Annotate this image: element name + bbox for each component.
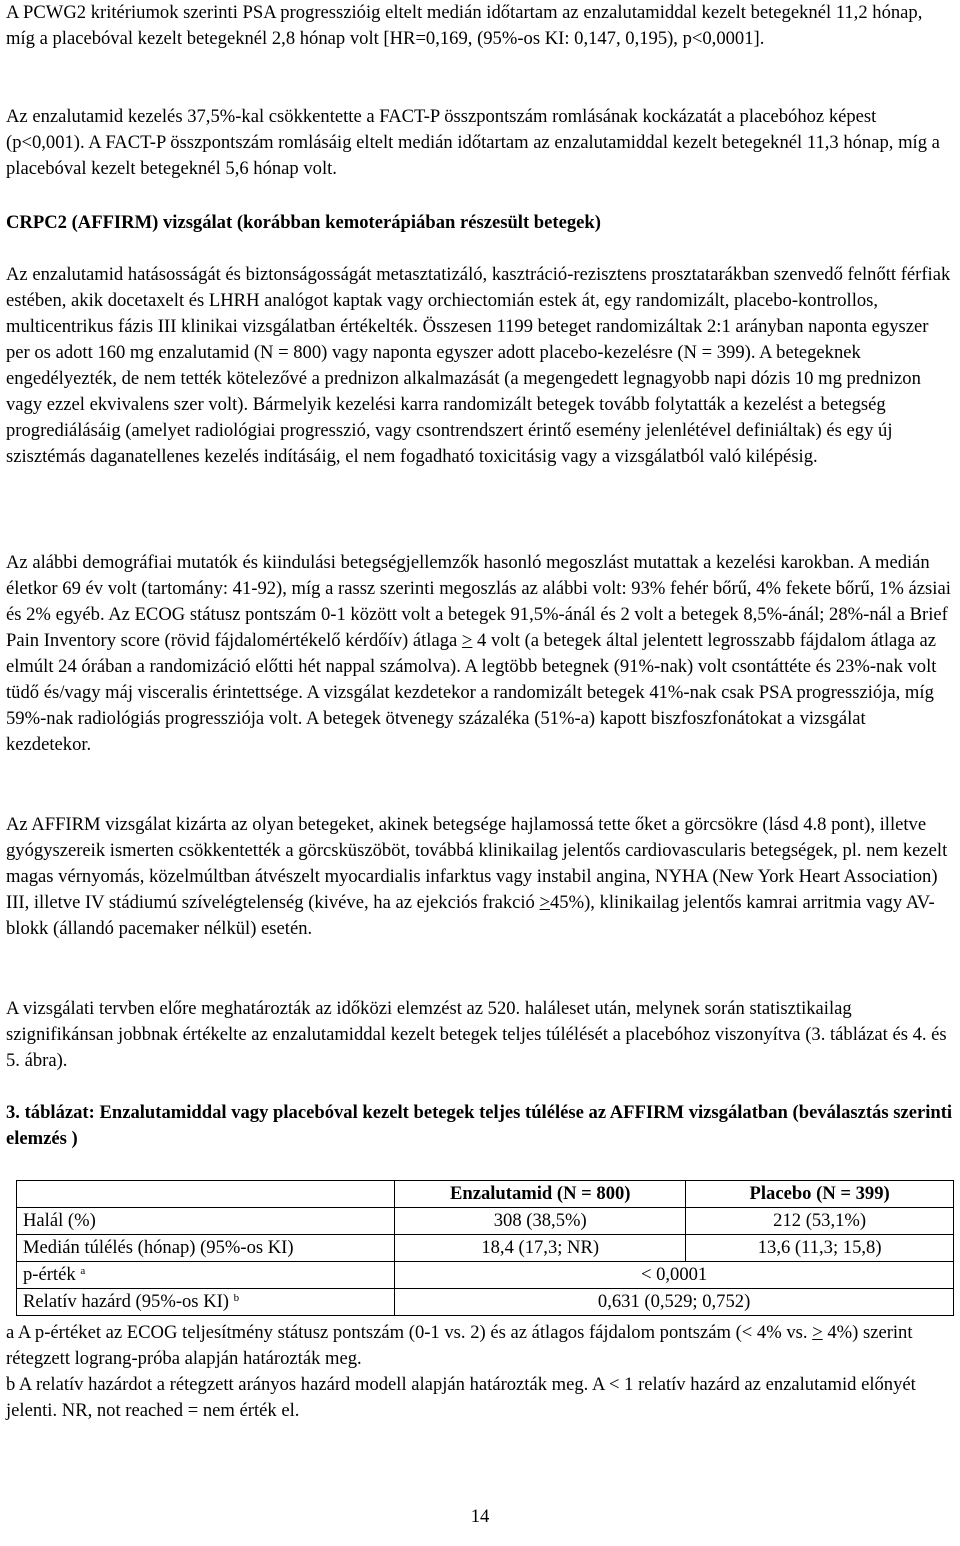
page-number: 14	[470, 1506, 490, 1527]
table-row-label: Halál (%)	[17, 1208, 395, 1235]
table-row-pvalue	[17, 1262, 954, 1289]
table-footnotes	[6, 1320, 954, 1424]
survival-table-wrapper	[16, 1180, 954, 1316]
footnote-marker-b: b	[233, 1292, 240, 1304]
table-row-label: Medián túlélés (hónap) (95%-os KI)	[17, 1235, 395, 1262]
exclusions-text-2: 45%), klinikailag jelentős kamrai arritmia vagy AV-blokk (állandó pacemaker nélkül) esetén.	[6, 892, 935, 939]
paragraph-demographics	[6, 550, 954, 758]
table-row-hazard-ratio	[17, 1289, 954, 1316]
paragraph-exclusions	[6, 812, 954, 942]
survival-table	[16, 1180, 954, 1316]
footnote-marker-a: a	[80, 1265, 86, 1277]
footnote-a-text-1: a A p-értéket az ECOG teljesítmény státusz pontszám (0-1 vs. 2) és az átlagos fájdalom pontszám (< 4% vs.	[6, 1322, 813, 1343]
table-row-label	[17, 1289, 395, 1316]
pvalue-label: p-érték	[23, 1264, 76, 1285]
paragraph-interim-analysis: A vizsgálati tervben előre meghatározták az időközi elemzést az 520. haláleset után, melynek során statisztikailag szignifikánsan jobbnak értékelte az enzalutamiddal kezelt betegek teljes túlélését a placebóhoz viszonyítva (3. táblázat és 4. és 5. ábra).	[6, 998, 947, 1071]
demographics-text-2: 4 volt (a betegek által jelentett legrosszabb fájdalom átlaga az elmúlt 24 órában a randomizáció előtti hét nappal számolva). A legtöbb betegnek (91%-nak) volt csontáttéte és 23%-nak volt tüdő és/vagy máj visceralis érintettsége. A vizsgálat kezdetekor a randomizált betegek 41%-nak csak PSA progressziója, míg 59%-nak radiológiás progressziója volt. A betegek ötvenegy százaléka (51%-a) kapott biszfoszfonátokat a vizsgálat kezdetekor.	[6, 630, 937, 755]
footnote-a-text-2: 4%) szerint rétegzett lograng-próba alapján határozták meg.	[6, 1322, 913, 1369]
table-cell-placebo: 212 (53,1%)	[686, 1208, 954, 1235]
table-cell-enzalutamide: 18,4 (17,3; NR)	[395, 1235, 686, 1262]
table-header-placebo: Placebo (N = 399)	[686, 1181, 954, 1208]
paragraph-study-design: Az enzalutamid hatásosságát és biztonságosságát metasztatizáló, kasztráció-rezisztens prosztatarákban szenvedő felnőtt férfiak estében, akik docetaxelt és LHRH analógot kaptak vagy orchiectomián estek át, egy randomizált, placebo-kontrollos, multicentrikus fázis III klinikai vizsgálatban értékelték. Összesen 1199 beteget randomizáltak 2:1 arányban naponta egyszer per os adott 160 mg enzalutamid (N = 800) vagy naponta egyszer adott placebo-kezelésre (N = 399). A betegeknek engedélyezték, de nem tették kötelezővé a prednizon alkalmazását (a megengedett legnagyobb napi dózis 10 mg prednizon vagy ezzel ekvivalens szer volt). Bármelyik kezelési karra randomizált betegek tovább folytatták a kezelést a betegség progrediálásáig (amelyet radiológiai progresszió, vagy csontrendszert érintő esemény jelenlétével definiáltak) és egy új szisztémás daganatellenes kezelés indításáig, el nem fogadható toxicitásig vagy a vizsgálatból való kilépésig.	[6, 264, 951, 467]
ge-symbol: >	[461, 630, 473, 651]
table-cell-placebo: 13,6 (11,3; 15,8)	[686, 1235, 954, 1262]
ge-symbol: >	[812, 1322, 823, 1343]
table-row-label	[17, 1262, 395, 1289]
table-caption: 3. táblázat: Enzalutamiddal vagy placebóval kezelt betegek teljes túlélése az AFFIRM vizsgálatban (beválasztás szerinti elemzés )	[6, 1102, 953, 1149]
demographics-text-1: Az alábbi demográfiai mutatók és kiindulási betegségjellemzők hasonló megoszlást mutattak a kezelési karokban. A medián életkor 69 év volt (tartomány: 41-92), míg a rassz szerinti megoszlás az alábbi volt: 93% fehér bőrű, 4% fekete bőrű, 1% ázsiai és 2% egyéb. Az ECOG státusz pontszám 0-1 között volt a betegek 91,5%-ánál és 2 volt a betegek 8,5%-ánál; 28%-nál a Brief Pain Inventory score (rövid fájdalomértékelő kérdőív) átlaga	[6, 552, 951, 651]
footnote-a	[6, 1320, 954, 1372]
ge-symbol: >	[539, 892, 550, 913]
table-cell-hazard-ratio: 0,631 (0,529; 0,752)	[395, 1289, 954, 1316]
paragraph-fact-p: Az enzalutamid kezelés 37,5%-kal csökkentette a FACT-P összpontszám romlásának kockázatát a placebóhoz képest (p<0,001). A FACT-P összpontszám romlásáig eltelt medián időtartam az enzalutamiddal kezelt betegeknél 11,3 hónap, míg a placebóval kezelt betegeknél 5,6 hónap volt.	[6, 106, 940, 179]
table-header-row	[17, 1181, 954, 1208]
hr-label: Relatív hazárd (95%-os KI)	[23, 1291, 230, 1312]
table-cell-enzalutamide: 308 (38,5%)	[395, 1208, 686, 1235]
table-row	[17, 1208, 954, 1235]
exclusions-text-1: Az AFFIRM vizsgálat kizárta az olyan betegeket, akinek betegsége hajlamossá tette őket a görcsökre (lásd 4.8 pont), illetve gyógyszereik ismerten csökkentették a görcsküszöböt, továbbá klinikailag jelentős cardiovascularis betegségek, pl. nem kezelt magas vérnyomás, közelmúltban átvészelt myocardialis infarktus vagy instabil angina, NYHA (New York Heart Association) III, illetve IV stádiumú szívelégtelenség (kivéve, ha az ejekciós frakció	[6, 814, 948, 913]
section-heading-crpc2: CRPC2 (AFFIRM) vizsgálat (korábban kemoterápiában részesült betegek)	[6, 212, 601, 233]
table-header-empty	[17, 1181, 395, 1208]
table-cell-pvalue: < 0,0001	[395, 1262, 954, 1289]
table-row	[17, 1235, 954, 1262]
paragraph-psa-progression: A PCWG2 kritériumok szerinti PSA progresszióig eltelt medián időtartam az enzalutamiddal kezelt betegeknél 11,2 hónap, míg a placebóval kezelt betegeknél 2,8 hónap volt [HR=0,169, (95%-os KI: 0,147, 0,195), p<0,0001].	[6, 2, 923, 49]
footnote-b: b A relatív hazárdot a rétegzett arányos hazárd modell alapján határozták meg. A < 1 relatív hazárd az enzalutamid előnyét jelenti. NR, not reached = nem érték el.	[6, 1374, 916, 1421]
table-header-enzalutamide: Enzalutamid (N = 800)	[395, 1181, 686, 1208]
